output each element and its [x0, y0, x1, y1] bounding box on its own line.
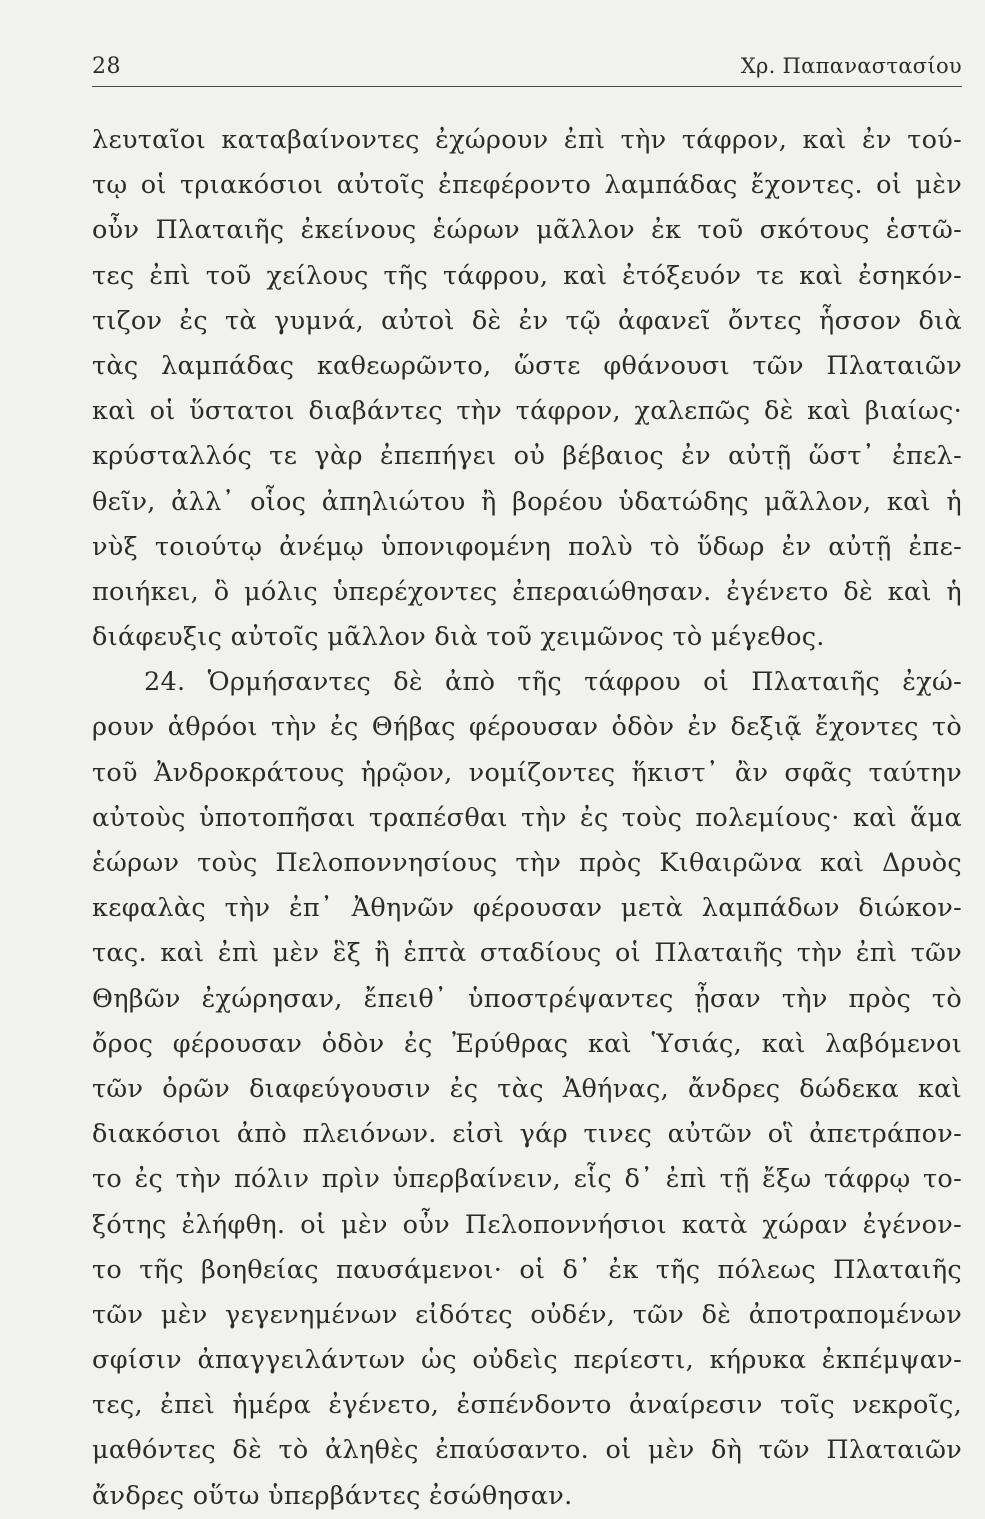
- body-text: [92, 118, 962, 1519]
- text-line: ἄνδρες οὕτω ὑπερβάντες ἐσώθησαν.: [92, 1480, 573, 1511]
- text-line: τας. καὶ ἐπὶ μὲν ἓξ ἢ ἑπτὰ σταδίους οἱ Πλαταιῆς τὴν ἐπὶ τῶν: [92, 938, 962, 969]
- text-line: καὶ οἱ ὕστατοι διαβάντες τὴν τάφρον, χαλεπῶς δὲ καὶ βιαίως·: [92, 396, 962, 427]
- text-line: τες, ἐπεὶ ἡμέρα ἐγένετο, ἐσπένδοντο ἀναίρεσιν τοῖς νεκροῖς,: [92, 1390, 962, 1421]
- text-line: ἑώρων τοὺς Πελοποννησίους τὴν πρὸς Κιθαιρῶνα καὶ Δρυὸς: [92, 848, 962, 878]
- text-line: ὄρος φέρουσαν ὁδὸν ἐς Ἐρύθρας καὶ Ὑσιάς, καὶ λαβόμενοι: [92, 1028, 962, 1059]
- text-line: νὺξ τοιούτῳ ἀνέμῳ ὑπονιφομένη πολὺ τὸ ὕδωρ ἐν αὐτῇ ἐπε-: [92, 531, 962, 562]
- text-line: διακόσιοι ἀπὸ πλειόνων. εἰσὶ γάρ τινες αὐτῶν οἳ ἀπετράπον-: [92, 1119, 962, 1150]
- page-number: 28: [92, 54, 121, 79]
- text-line: τῳ οἱ τριακόσιοι αὐτοῖς ἐπεφέροντο λαμπάδας ἔχοντες. οἱ μὲν: [92, 170, 962, 201]
- text-line: κεφαλὰς τὴν ἐπ᾽ Ἀθηνῶν φέρουσαν μετὰ λαμπάδων διώκον-: [92, 893, 962, 924]
- text-line: ξότης ἐλήφθη. οἱ μὲν οὖν Πελοποννήσιοι κατὰ χώραν ἐγένον-: [92, 1209, 962, 1240]
- text-line: το ἐς τὴν πόλιν πρὶν ὑπερβαίνειν, εἷς δ᾽ ἐπὶ τῇ ἔξω τάφρῳ το-: [92, 1164, 962, 1195]
- text-line: σφίσιν ἀπαγγειλάντων ὡς οὐδεὶς περίεστι, κήρυκα ἐκπέμψαν-: [92, 1345, 962, 1376]
- text-line: μαθόντες δὲ τὸ ἀληθὲς ἐπαύσαντο. οἱ μὲν δὴ τῶν Πλαταιῶν: [92, 1435, 962, 1466]
- page-header: [92, 50, 962, 87]
- text-line: τες ἐπὶ τοῦ χείλους τῆς τάφρου, καὶ ἐτόξευόν τε καὶ ἐσηκόν-: [92, 260, 962, 291]
- text-line: το τῆς βοηθείας παυσάμενοι· οἱ δ᾽ ἐκ τῆς πόλεως Πλαταιῆς: [92, 1254, 962, 1285]
- text-line: τὰς λαμπάδας καθεωρῶντο, ὥστε φθάνουσι τῶν Πλαταιῶν: [92, 350, 962, 381]
- text-line: τοῦ Ἀνδροκράτους ἡρῷον, νομίζοντες ἥκιστ᾽ ἂν σφᾶς ταύτην: [92, 757, 962, 788]
- text-line: οὖν Πλαταιῆς ἐκείνους ἑώρων μᾶλλον ἐκ τοῦ σκότους ἑστῶ-: [92, 215, 962, 246]
- text-line: λευταῖοι καταβαίνοντες ἐχώρουν ἐπὶ τὴν τάφρον, καὶ ἐν τού-: [92, 125, 962, 155]
- text-line: τῶν ὀρῶν διαφεύγουσιν ἐς τὰς Ἀθήνας, ἄνδρες δώδεκα καὶ: [92, 1073, 962, 1104]
- text-line: τιζον ἐς τὰ γυμνά, αὐτοὶ δὲ ἐν τῷ ἀφανεῖ ὄντες ἧσσον διὰ: [92, 305, 962, 336]
- text-line: αὐτοὺς ὑποτοπῆσαι τραπέσθαι τὴν ἐς τοὺς πολεμίους· καὶ ἅμα: [92, 802, 962, 833]
- running-head: Χρ. Παπαναστασίου: [740, 54, 962, 78]
- text-line: κρύσταλλός τε γὰρ ἐπεπήγει οὐ βέβαιος ἐν αὐτῇ ὥστ᾽ ἐπελ-: [92, 441, 962, 472]
- text-line: διάφευξις αὐτοῖς μᾶλλον διὰ τοῦ χειμῶνος τὸ μέγεθος.: [92, 622, 825, 653]
- text-line: τῶν μὲν γεγενημένων εἰδότες οὐδέν, τῶν δὲ ἀποτραπομένων: [92, 1299, 962, 1330]
- text-line: ρουν ἁθρόοι τὴν ἐς Θήβας φέρουσαν ὁδὸν ἐν δεξιᾷ ἔχοντες τὸ: [92, 712, 962, 743]
- section-start-line: 24. Ὁρμήσαντες δὲ ἀπὸ τῆς τάφρου οἱ Πλαταιῆς ἐχώ-: [144, 667, 962, 698]
- text-line: Θηβῶν ἐχώρησαν, ἔπειθ᾽ ὑποστρέψαντες ᾖσαν τὴν πρὸς τὸ: [92, 983, 962, 1014]
- text-line: θεῖν, ἀλλ᾽ οἷος ἀπηλιώτου ἢ βορέου ὑδατώδης μᾶλλον, καὶ ἡ: [92, 486, 962, 517]
- text-line: ποιήκει, ὃ μόλις ὑπερέχοντες ἐπεραιώθησαν. ἐγένετο δὲ καὶ ἡ: [92, 576, 962, 607]
